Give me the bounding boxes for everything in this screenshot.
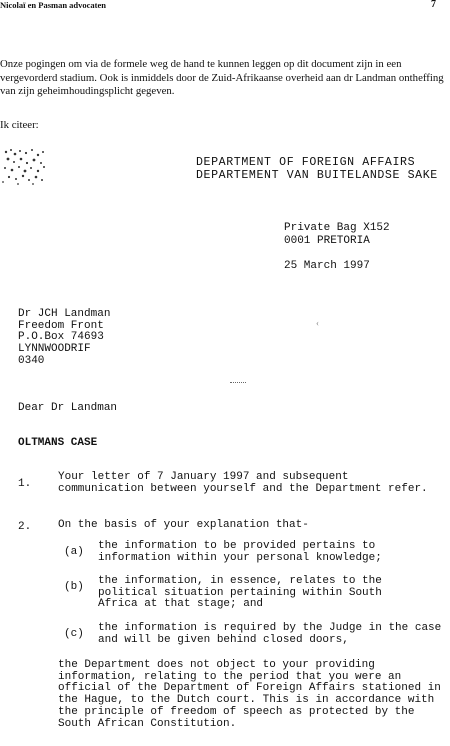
sender-address <box>284 222 390 249</box>
firm-header: Nicolaï en Pasman advocaten <box>0 0 107 10</box>
paragraph-1-text: Your letter of 7 January 1997 and subsequent communication between yourself and the Department refer. <box>58 471 428 495</box>
letter-date: 25 March 1997 <box>284 260 370 272</box>
private-bag: Private Bag X152 <box>284 222 390 234</box>
recipient-org: Freedom Front <box>18 319 104 332</box>
recipient-suburb: LYNNWOODRIF <box>18 343 91 356</box>
paragraph-2-conclusion: the Department does not object to your providing information, relating to the period that you were an official of the Department of Foreign Affairs stationed in the Hague, to the Dutch court. This is in accordance with the principle of freedom of speech as protected by the South African Constitution. <box>58 659 441 730</box>
item-b-label: (b) <box>64 581 84 593</box>
divider-mark <box>230 382 246 384</box>
intro-paragraph: Onze pogingen om via de formele weg de hand te kunnen leggen op dit document zijn in een vergevorderd stadium. Ook is inmiddels door de Zuid-Afrikaanse overheid aan dr Landman ontheffing van zijn geheimhoudingsplicht gegeven. <box>0 58 444 98</box>
recipient-name: Dr JCH Landman <box>18 308 111 320</box>
quote-label: Ik citeer: <box>0 119 39 131</box>
paragraph-1-number: 1. <box>18 478 32 490</box>
item-a-text: the information to be provided pertains to information within your personal knowledge; <box>98 540 382 564</box>
page-number: 7 <box>431 0 436 10</box>
stray-mark: ‹ <box>316 318 319 328</box>
recipient-code: 0340 <box>18 354 45 367</box>
salutation: Dear Dr Landman <box>18 402 118 414</box>
item-c-text: the information is required by the Judge in the case and will be given behind closed doors, <box>98 622 442 646</box>
item-a-label: (a) <box>64 546 84 558</box>
paragraph-2-intro: On the basis of your explanation that- <box>58 519 309 531</box>
recipient-address <box>18 309 110 368</box>
coat-of-arms-emblem <box>0 146 50 186</box>
recipient-box: P.O.Box 74693 <box>18 331 104 344</box>
letterhead <box>196 157 438 183</box>
sender-city: 0001 PRETORIA <box>284 235 370 248</box>
department-name-english: DEPARTMENT OF FOREIGN AFFAIRS <box>196 156 416 169</box>
item-b-text: the information, in essence, relates to the political situation pertaining within South Africa at that stage; and <box>98 575 382 611</box>
paragraph-2-number: 2. <box>18 521 32 533</box>
department-name-afrikaans: DEPARTEMENT VAN BUITELANDSE SAKE <box>196 168 438 182</box>
case-title: OLTMANS CASE <box>18 437 98 449</box>
item-c-label: (c) <box>64 628 84 640</box>
